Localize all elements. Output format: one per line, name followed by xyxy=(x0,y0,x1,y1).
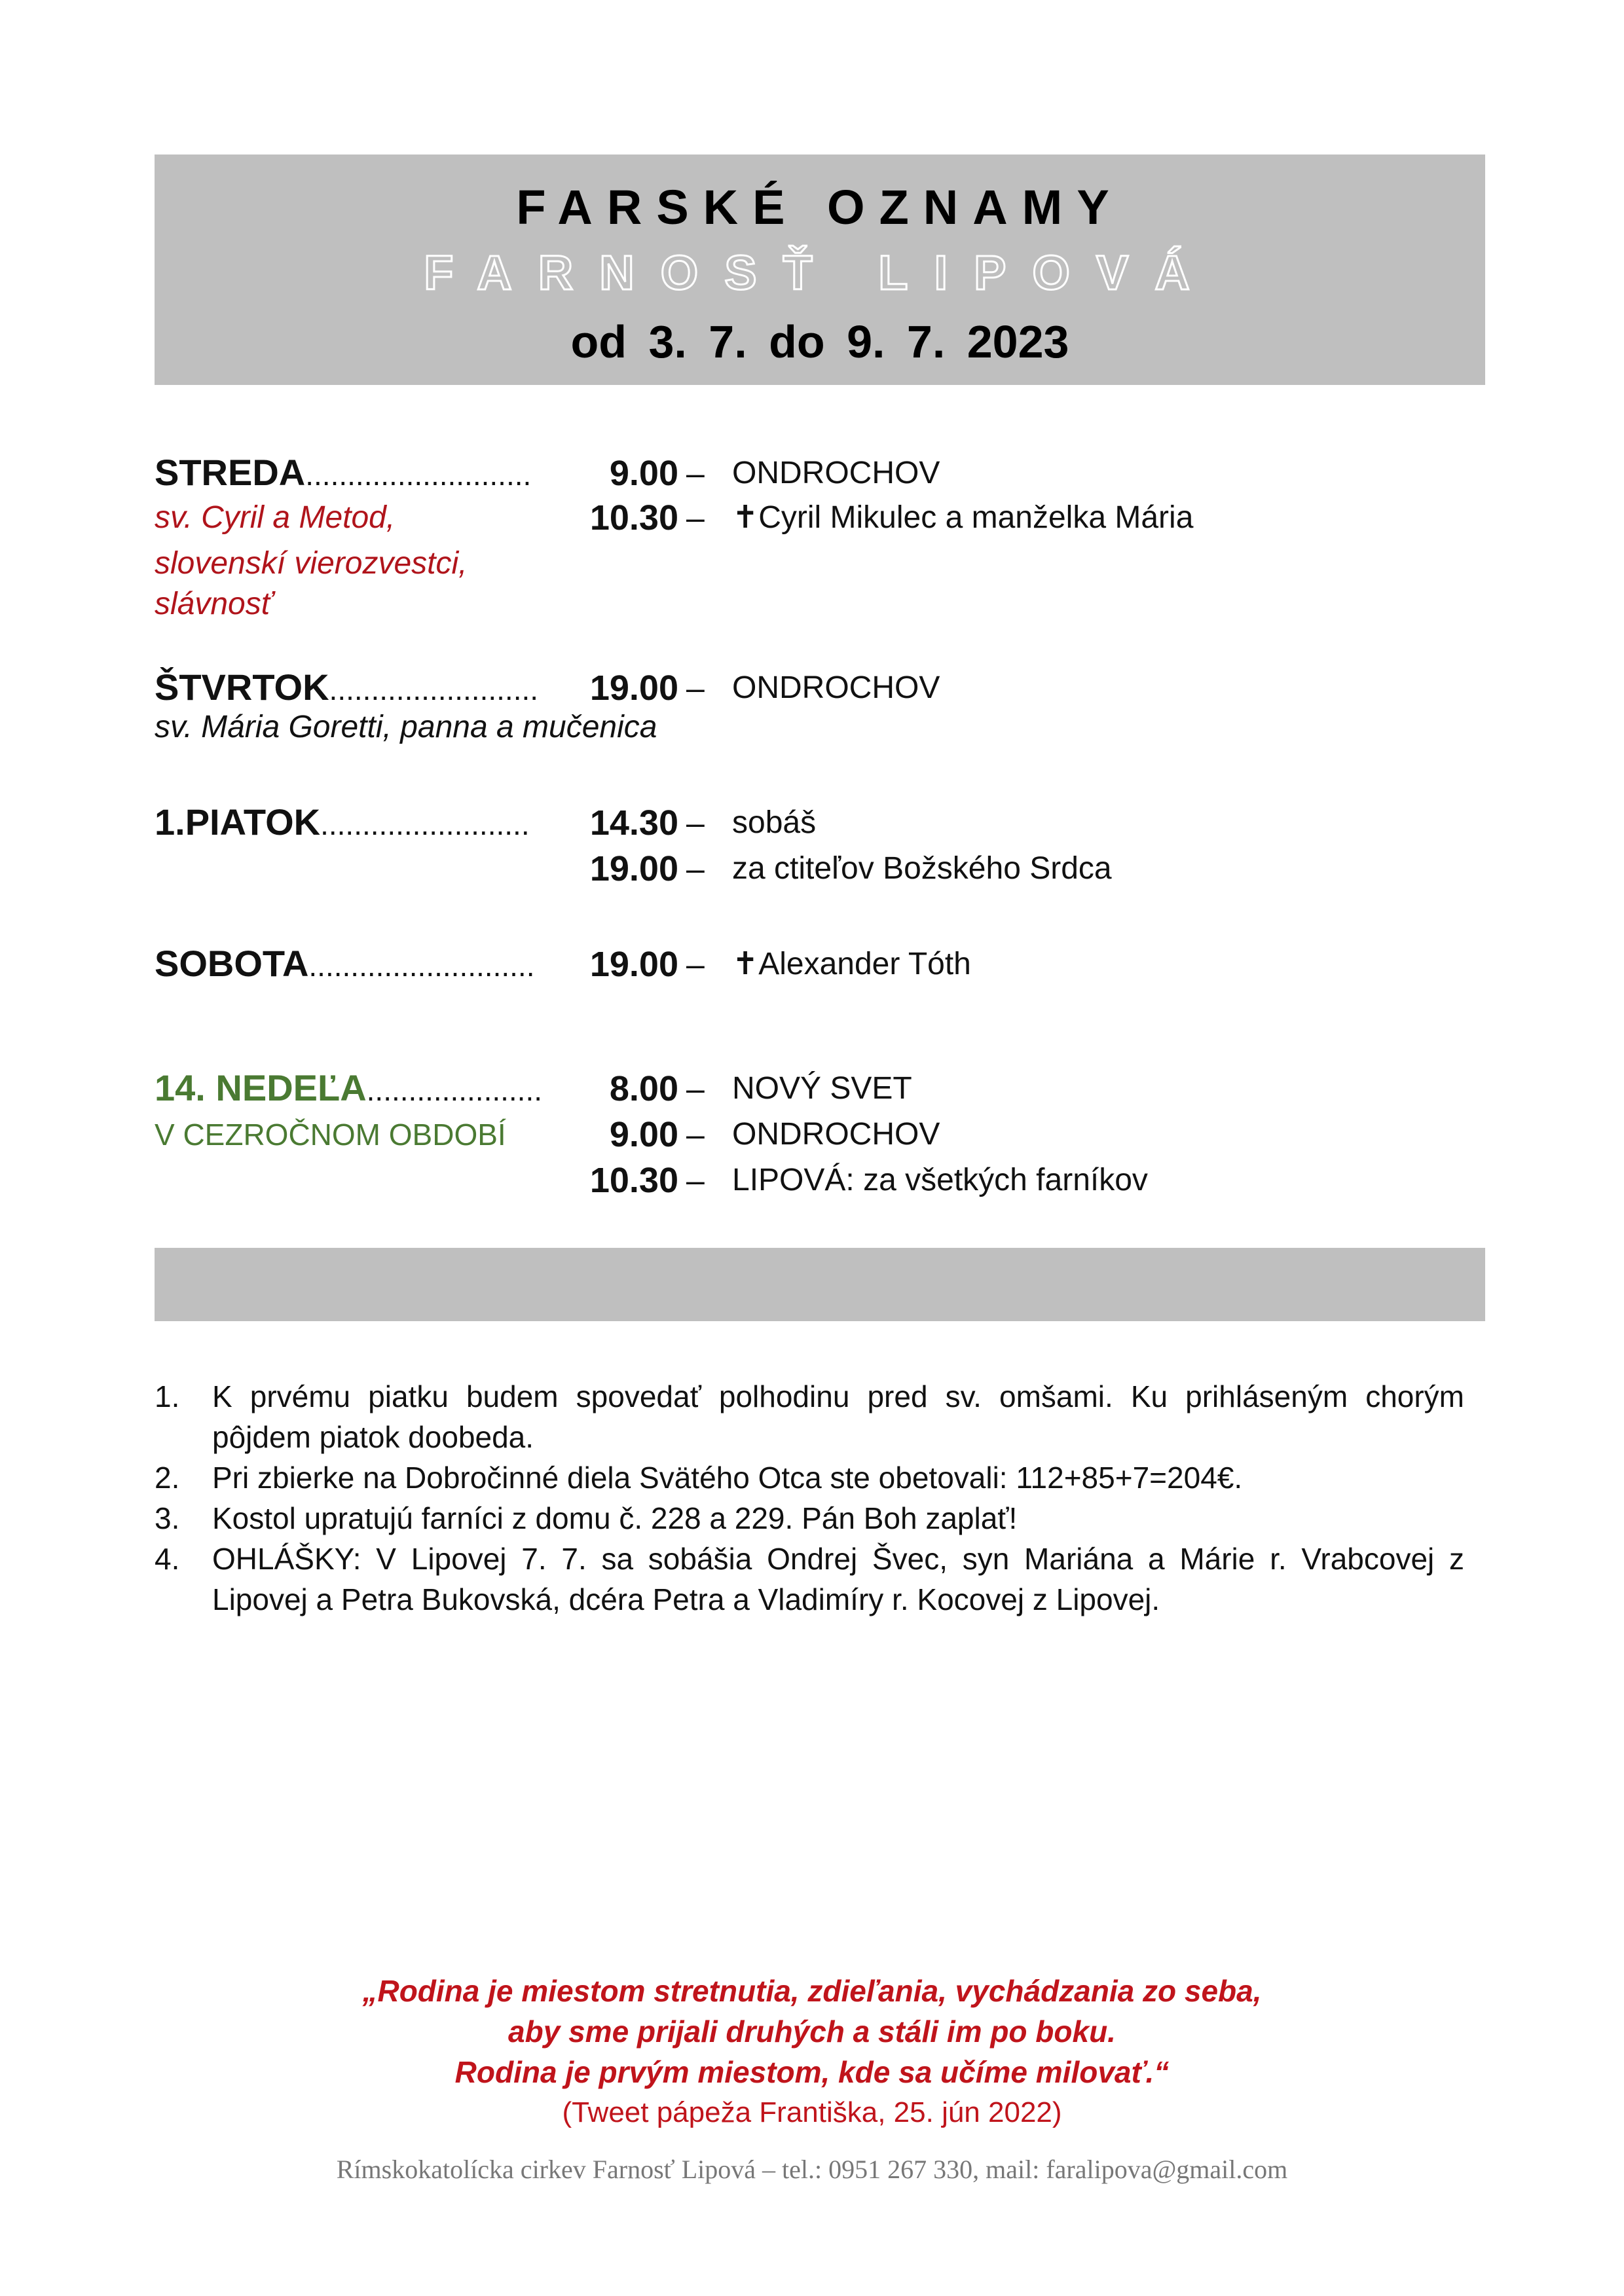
mass-time: 10.30 xyxy=(589,498,678,538)
day-label: 1.PIATOK xyxy=(155,801,321,843)
section-divider-bar xyxy=(155,1248,1485,1321)
mass-dash: – xyxy=(686,805,705,841)
header-box xyxy=(155,155,1485,385)
announcements-list xyxy=(155,1376,1464,1620)
day-leader-dots: ........................... xyxy=(308,949,535,983)
quote-line: „Rodina je miestom stretnutia, zdieľania, vychádzania zo seba, xyxy=(362,1974,1262,2008)
list-item xyxy=(155,1498,1464,1539)
list-text: OHLÁŠKY: V Lipovej 7. 7. sa sobášia Ondrej Švec, syn Mariána a Márie r. Vrabcovej z Lipovej a Petra Bukovská, dcéra Petra a Vladimíry r. Kocovej z Lipovej. xyxy=(212,1542,1464,1616)
list-item xyxy=(155,1376,1464,1457)
list-number: 4. xyxy=(155,1542,180,1576)
list-text: Kostol upratujú farníci z domu č. 228 a 229. Pán Boh zaplať! xyxy=(212,1501,1018,1535)
mass-time: 9.00 xyxy=(609,454,678,493)
mass-time: 9.00 xyxy=(609,1115,678,1154)
list-text: K prvému piatku budem spovedať polhodinu pred sv. omšami. Ku prihláseným chorým pôjdem piatok doobeda. xyxy=(212,1379,1464,1454)
mass-time: 19.00 xyxy=(589,668,678,708)
list-number: 1. xyxy=(155,1379,180,1413)
mass-intention: ONDROCHOV xyxy=(732,1117,940,1152)
day-leader-dots: ..................... xyxy=(366,1073,543,1107)
mass-time: 10.30 xyxy=(589,1161,678,1200)
parish-name: FARNOSŤ LIPOVÁ xyxy=(424,246,1216,300)
mass-dash: – xyxy=(686,850,705,887)
list-number: 3. xyxy=(155,1501,180,1535)
mass-dash: – xyxy=(686,500,705,536)
mass-intention: za ctiteľov Božského Srdca xyxy=(732,851,1112,886)
date-range: od 3. 7. do 9. 7. 2023 xyxy=(570,316,1069,367)
mass-time: 8.00 xyxy=(609,1069,678,1108)
day-leader-dots: ......................... xyxy=(329,672,539,706)
mass-dash: – xyxy=(686,455,705,492)
quote-source: (Tweet pápeža Františka, 25. jún 2022) xyxy=(562,2096,1062,2128)
day-label: ŠTVRTOK xyxy=(155,666,329,708)
list-item xyxy=(155,1457,1464,1498)
list-text: Pri zbierke na Dobročinné diela Svätého Otca ste obetovali: 112+85+7=204€. xyxy=(212,1461,1243,1495)
mass-dash: – xyxy=(686,1116,705,1153)
feast-line: sv. Mária Goretti, panna a mučenica xyxy=(155,710,657,744)
mass-intention: ONDROCHOV xyxy=(732,670,940,705)
mass-intention: ✝Cyril Mikulec a manželka Mária xyxy=(732,500,1194,535)
mass-intention: sobáš xyxy=(732,805,817,840)
list-item xyxy=(155,1539,1464,1620)
mass-dash: – xyxy=(686,946,705,983)
mass-time: 14.30 xyxy=(589,803,678,843)
mass-intention: ONDROCHOV xyxy=(732,456,940,490)
mass-dash: – xyxy=(686,1162,705,1199)
feast-line: V CEZROČNOM OBDOBÍ xyxy=(155,1118,506,1152)
mass-intention: NOVÝ SVET xyxy=(732,1071,912,1106)
mass-time: 19.00 xyxy=(589,849,678,888)
closing-quote xyxy=(0,1971,1624,2133)
feast-line: slávnosť xyxy=(155,587,272,621)
feast-line: sv. Cyril a Metod, xyxy=(155,500,396,535)
day-label: SOBOTA xyxy=(155,943,309,984)
mass-intention: LIPOVÁ: za všetkých farníkov xyxy=(732,1163,1148,1197)
day-label: STREDA xyxy=(155,452,306,493)
quote-line: aby sme prijali druhých a stáli im po boku. xyxy=(508,2014,1116,2049)
day-leader-dots: ......................... xyxy=(320,807,530,841)
day-label: 14. NEDEĽA xyxy=(155,1067,367,1108)
mass-intention: ✝Alexander Tóth xyxy=(732,947,971,981)
mass-dash: – xyxy=(686,670,705,706)
page-title: FARSKÉ OZNAMY xyxy=(516,180,1124,234)
feast-line: slovenskí vierozvestci, xyxy=(155,546,468,581)
mass-time: 19.00 xyxy=(589,945,678,984)
footer-contact: Rímskokatolícka cirkev Farnosť Lipová – tel.: 0951 267 330, mail: faralipova@gmail.com xyxy=(336,2155,1288,2184)
list-number: 2. xyxy=(155,1461,180,1495)
day-leader-dots: ........................... xyxy=(305,458,532,492)
mass-dash: – xyxy=(686,1070,705,1107)
quote-line: Rodina je prvým miestom, kde sa učíme milovať.“ xyxy=(454,2055,1170,2089)
